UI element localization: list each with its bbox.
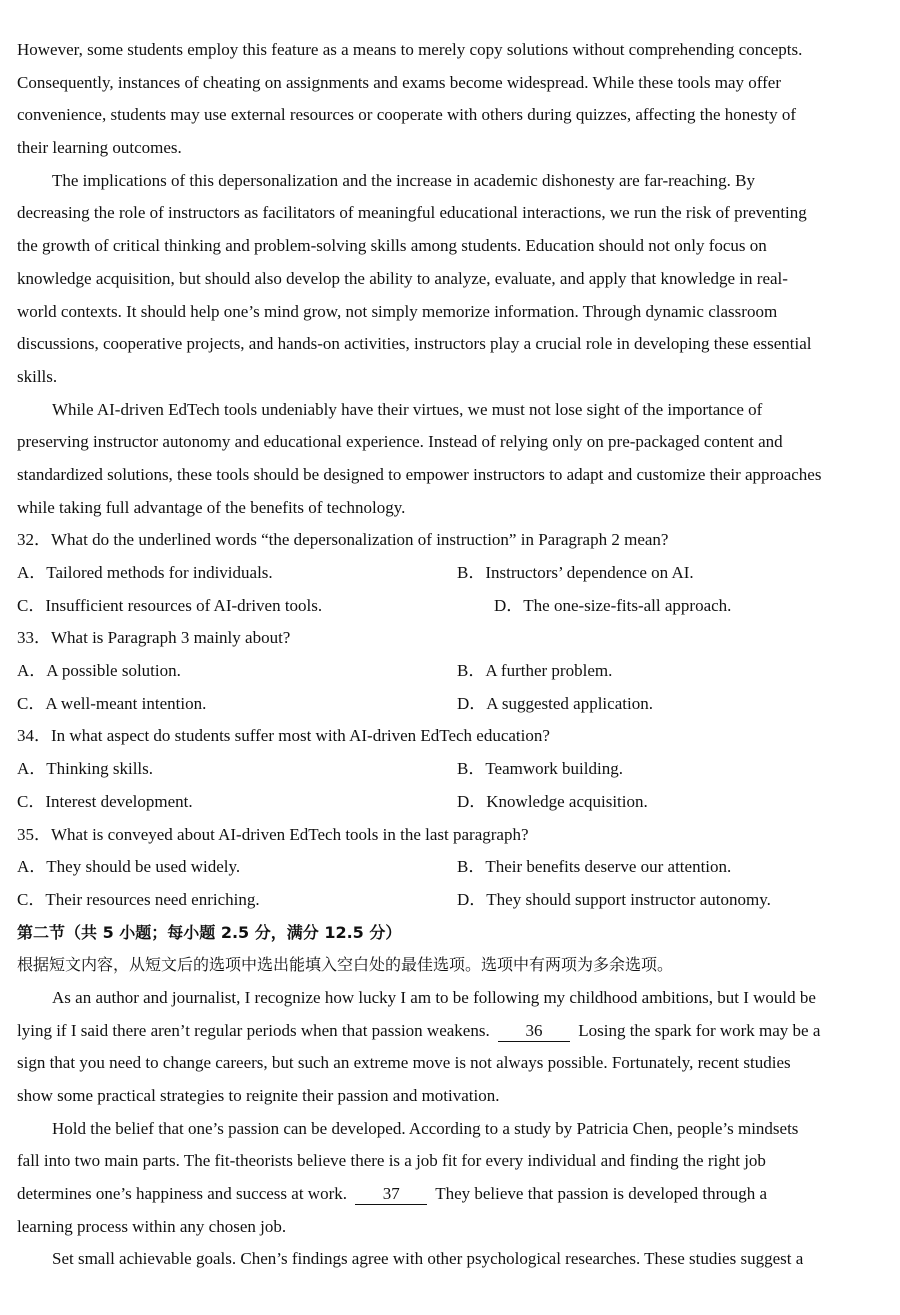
option-c[interactable]: C．A well-meant intention. bbox=[17, 693, 207, 713]
text-line bbox=[17, 1178, 887, 1211]
text-line bbox=[17, 1015, 887, 1048]
option-a[interactable]: A．They should be used widely. bbox=[17, 857, 241, 877]
paragraph-4 bbox=[17, 982, 887, 1113]
text-line: The implications of this depersonalization and the increase in academic dishonesty are far-reaching. By bbox=[52, 170, 756, 190]
text-line: sign that you need to change careers, but such an extreme move is not always possible. Fortunately, recent studies bbox=[17, 1053, 791, 1073]
text-line: while taking full advantage of the benefits of technology. bbox=[17, 497, 406, 517]
option-a[interactable]: A．Tailored methods for individuals. bbox=[17, 563, 273, 582]
option-a[interactable]: A．Thinking skills. bbox=[17, 759, 154, 779]
section-instruction: 根据短文内容，从短文后的选项中选出能填入空白处的最佳选项。选项中有两项为多余选项。 bbox=[17, 955, 674, 975]
text-fragment: determines one’s happiness and success at work. bbox=[17, 1184, 347, 1204]
option-a[interactable]: A．A possible solution. bbox=[17, 661, 181, 681]
document-page bbox=[17, 34, 887, 1276]
question-stem: 33．What is Paragraph 3 mainly about? bbox=[17, 628, 291, 648]
text-line: fall into two main parts. The fit-theorists believe there is a job fit for every individual and finding the right job bbox=[17, 1151, 766, 1171]
text-fragment: Losing the spark for work may be a bbox=[578, 1020, 821, 1040]
text-line: discussions, cooperative projects, and hands-on activities, instructors play a crucial role in developing these essential bbox=[17, 334, 812, 354]
text-fragment: They believe that passion is developed through a bbox=[435, 1184, 768, 1204]
text-line: the growth of critical thinking and problem-solving skills among students. Education should not only focus on bbox=[17, 236, 767, 256]
option-b[interactable]: B．Their benefits deserve our attention. bbox=[457, 857, 732, 877]
text-line: As an author and journalist, I recognize how lucky I am to be following my childhood ambitions, but I would be bbox=[52, 987, 816, 1007]
question-32 bbox=[17, 524, 887, 622]
text-line: world contexts. It should help one’s mind grow, not simply memorize information. Through dynamic classroom bbox=[17, 301, 778, 321]
paragraph-3 bbox=[17, 394, 887, 525]
question-stem: 35．What is conveyed about AI-driven EdTech tools in the last paragraph? bbox=[17, 824, 529, 844]
text-fragment: lying if I said there aren’t regular periods when that passion weakens. bbox=[17, 1020, 490, 1040]
option-b[interactable]: B．Teamwork building. bbox=[457, 759, 623, 779]
option-c[interactable]: C．Their resources need enriching. bbox=[17, 889, 260, 909]
option-c[interactable]: C．Insufficient resources of AI-driven tools. bbox=[17, 595, 323, 615]
blank-37[interactable]: 37 bbox=[355, 1184, 427, 1205]
blank-36[interactable]: 36 bbox=[498, 1021, 570, 1042]
section-heading: 第二节（共 5 小题；每小题 2.5 分，满分 12.5 分） bbox=[17, 922, 402, 942]
text-line: convenience, students may use external resources or cooperate with others during quizzes, affecting the honesty of bbox=[17, 105, 797, 125]
text-line: Consequently, instances of cheating on assignments and exams become widespread. While these tools may offer bbox=[17, 72, 782, 92]
text-line: standardized solutions, these tools should be designed to empower instructors to adapt and customize their approaches bbox=[17, 464, 822, 484]
option-row bbox=[17, 688, 887, 721]
paragraph-2 bbox=[17, 165, 887, 394]
text-line: learning process within any chosen job. bbox=[17, 1216, 287, 1236]
option-d[interactable]: D．Knowledge acquisition. bbox=[457, 791, 648, 811]
text-line: While AI-driven EdTech tools undeniably have their virtues, we must not lose sight of the importance of bbox=[52, 399, 763, 419]
option-d[interactable]: D．They should support instructor autonomy. bbox=[457, 889, 771, 909]
question-stem: 34．In what aspect do students suffer most with AI-driven EdTech education? bbox=[17, 726, 550, 746]
option-row bbox=[17, 753, 887, 786]
text-line: show some practical strategies to reignite their passion and motivation. bbox=[17, 1086, 500, 1105]
text-line: preserving instructor autonomy and educational experience. Instead of relying only on pre-packaged content and bbox=[17, 432, 783, 452]
option-b[interactable]: B．Instructors’ dependence on AI. bbox=[457, 563, 694, 582]
option-row bbox=[17, 884, 887, 917]
option-row bbox=[17, 590, 887, 623]
text-line: knowledge acquisition, but should also develop the ability to analyze, evaluate, and apply that knowledge in real- bbox=[17, 268, 788, 288]
option-row bbox=[17, 557, 887, 590]
option-row bbox=[17, 786, 887, 819]
option-b[interactable]: B．A further problem. bbox=[457, 661, 613, 681]
text-line: However, some students employ this feature as a means to merely copy solutions without comprehending concepts. bbox=[17, 40, 803, 59]
question-35 bbox=[17, 819, 887, 917]
option-row bbox=[17, 851, 887, 884]
text-line: decreasing the role of instructors as facilitators of meaningful educational interactions, we run the risk of preventing bbox=[17, 203, 807, 223]
paragraph-1 bbox=[17, 34, 887, 165]
question-stem: 32．What do the underlined words “the depersonalization of instruction” in Paragraph 2 mean? bbox=[17, 530, 669, 550]
question-33 bbox=[17, 622, 887, 720]
option-c[interactable]: C．Interest development. bbox=[17, 791, 193, 811]
option-d[interactable]: D．A suggested application. bbox=[457, 693, 653, 713]
option-row bbox=[17, 655, 887, 688]
option-d[interactable]: D．The one-size-fits-all approach. bbox=[494, 595, 732, 615]
text-line: Hold the belief that one’s passion can be developed. According to a study by Patricia Chen, people’s mindsets bbox=[52, 1118, 799, 1138]
text-line: Set small achievable goals. Chen’s findings agree with other psychological researches. These studies suggest a bbox=[52, 1249, 804, 1269]
text-line: skills. bbox=[17, 366, 58, 386]
text-line: their learning outcomes. bbox=[17, 138, 182, 158]
paragraph-5 bbox=[17, 1113, 887, 1244]
paragraph-6 bbox=[17, 1243, 887, 1276]
question-34 bbox=[17, 720, 887, 818]
